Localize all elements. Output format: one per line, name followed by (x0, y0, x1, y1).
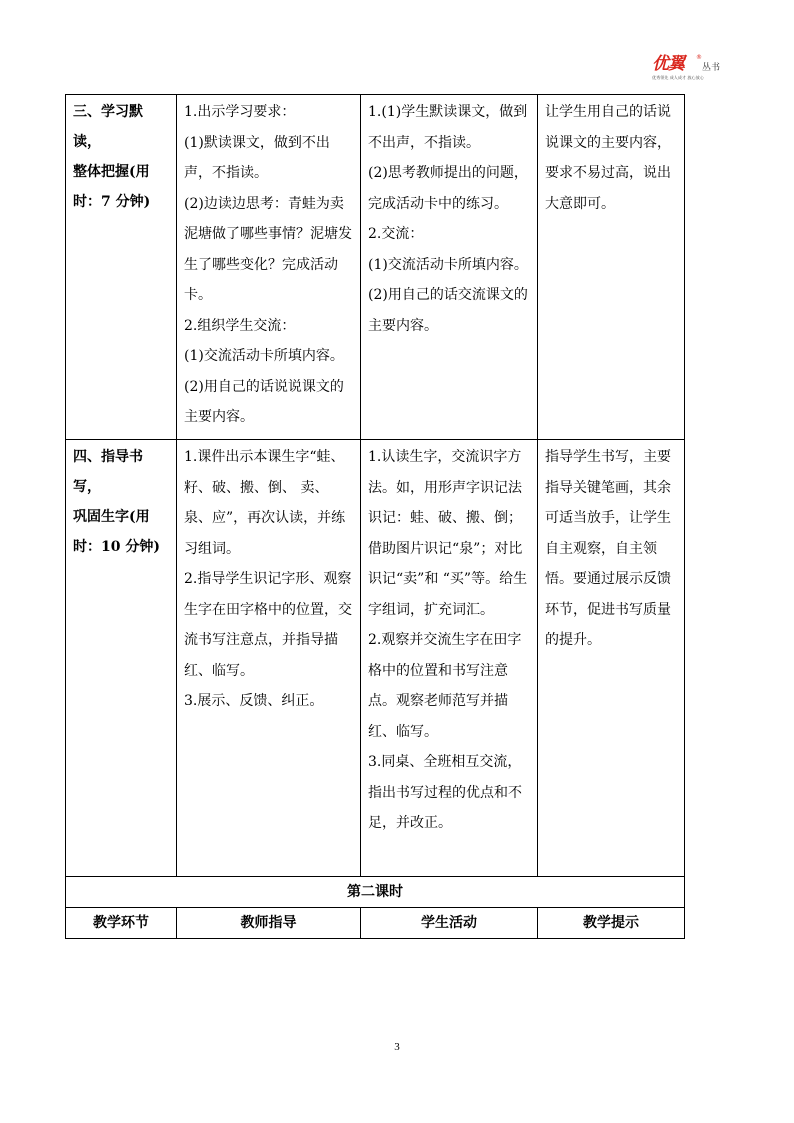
table-row (66, 440, 685, 877)
teacher-guidance-cell (177, 95, 361, 440)
stage-line: 三、学习默读， (73, 104, 143, 150)
stage-line: 巩固生字(用 (73, 509, 150, 525)
paragraph: 3.展示、反馈、纠正。 (184, 693, 324, 709)
paragraph: (1)交流活动卡所填内容。 (368, 256, 528, 273)
stage-line: 时：10 分钟) (73, 539, 160, 555)
stage-cell (66, 440, 177, 877)
column-header: 学生活动 (361, 908, 538, 939)
paragraph: 2.指导学生识记字形、观察生字在田字格中的位置，交流书写注意点，并指导描红、临写。 (184, 571, 352, 679)
publisher-logo (652, 56, 752, 82)
paragraph: 3.同桌、全班相互交流，指出书写过程的优点和不足，并改正。 (368, 754, 522, 831)
teaching-tips-cell (538, 440, 685, 877)
logo-slogan: 优秀领先 成人成才 放心放心 (652, 75, 704, 81)
table-row (66, 877, 685, 908)
teaching-tips-cell (538, 95, 685, 440)
paragraph: 2.观察并交流生字在田字格中的位置和书写注意点。观察老师范写并描红、临写。 (368, 632, 522, 740)
paragraph: (2)边读边思考：青蛙为卖泥塘做了哪些事情？泥塘发生了哪些变化？完成活动卡。 (184, 195, 352, 303)
paragraph: 1.出示学习要求： (184, 104, 296, 120)
paragraph: 2.组织学生交流： (184, 317, 296, 334)
student-activity-cell (361, 440, 538, 877)
lesson-plan-table (65, 94, 685, 939)
logo-wordmark: 优翼 (652, 54, 684, 74)
paragraph: 1.认读生字，交流识字方法。如，用形声字识记法识记：蛙、破、搬、倒；借助图片识记“泉”；对比识记“卖”和 “买”等。给生字组词，扩充词汇。 (368, 449, 528, 618)
table-header-row (66, 908, 685, 939)
column-header: 教师指导 (177, 908, 361, 939)
paragraph: 1.课件出示本课生字“蛙、籽、破、搬、倒、 卖、泉、应”，再次认读，并练习组词。 (184, 449, 346, 557)
column-header: 教学环节 (66, 908, 177, 939)
registered-mark: ® (696, 54, 702, 61)
table-row (66, 95, 685, 440)
stage-line: 四、指导书写， (73, 449, 143, 495)
stage-cell (66, 95, 177, 440)
teacher-guidance-cell (177, 440, 361, 877)
stage-line: 整体把握(用 (73, 164, 150, 180)
student-activity-cell (361, 95, 538, 440)
second-period-heading: 第二课时 (66, 877, 685, 908)
column-header: 教学提示 (538, 908, 685, 939)
paragraph: 1.(1)学生默读课文，做到不出声，不指读。 (368, 104, 528, 151)
stage-line: 时：7 分钟) (73, 194, 151, 210)
paragraph: 让学生用自己的话说说课文的主要内容，要求不易过高，说出大意即可。 (545, 104, 671, 212)
paragraph: 指导学生书写，主要指导关键笔画，其余可适当放手，让学生自主观察，自主领悟。要通过展示反馈环节，促进书写质量的提升。 (545, 449, 671, 648)
paragraph: (1)交流活动卡所填内容。 (184, 348, 344, 364)
logo-series-label: 丛书 (702, 63, 721, 73)
paragraph: (2)用自己的话交流课文的主要内容。 (368, 287, 528, 334)
paragraph: (2)用自己的话说说课文的主要内容。 (184, 378, 344, 425)
paragraph: (2)思考教师提出的问题，完成活动卡中的练习。 (368, 165, 528, 212)
page-number: 3 (394, 1041, 400, 1053)
paragraph: (1)默读课文，做到不出声，不指读。 (184, 134, 330, 181)
paragraph: 2.交流： (368, 226, 424, 242)
